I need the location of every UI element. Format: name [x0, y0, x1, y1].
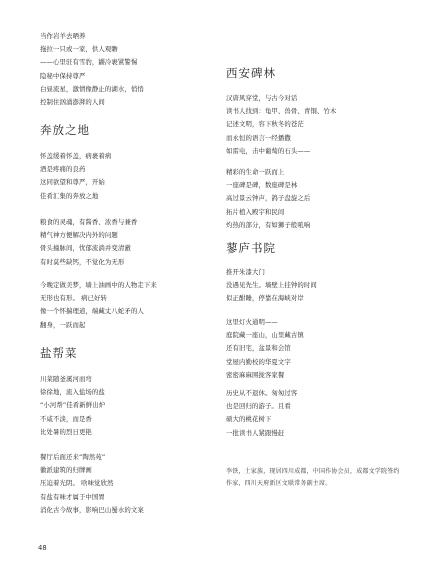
poem-line: 没遇见先生。墙壁上挂钟的时间	[226, 281, 317, 290]
poem-line: 骨头撞脉间，忧郁流淌并变清澈	[40, 244, 131, 253]
poem-line: 堂屋内勤校的华夏文字	[226, 357, 291, 366]
stanza	[40, 373, 105, 439]
poem-line: 有时莫些缺钙，不觉化为无形	[40, 257, 125, 266]
poem-line: 白昼流星，激情像静止的湖水，悄悄	[40, 84, 144, 93]
poem-line: 翻身，一跃而起	[40, 320, 86, 329]
poem-line: 这里灯火通明——	[226, 318, 278, 326]
author-note: 李铁，土家族，现居四川成都，中国作协会员，成都文学院签约作家，四川天府新区文联常务副主席。	[226, 468, 400, 487]
stanza	[226, 316, 304, 382]
poem-title: 奔放之地	[40, 123, 90, 137]
stanza	[40, 451, 144, 517]
poem-line: 还有旧宅，盆景和会馆	[226, 344, 291, 353]
poem-title: 西安碑林	[226, 66, 276, 80]
poem-line: 粮食的灵魂，有酱香、浓香与兼香	[40, 218, 138, 226]
stanza	[40, 279, 157, 332]
poem-line: 如雷电，击中葡萄的石头——	[226, 146, 311, 155]
stanza	[40, 150, 111, 203]
poem-line: 不咸不淡，而是香	[40, 414, 92, 423]
poem-line: 推开朱漆大门	[226, 268, 265, 276]
stanza	[40, 216, 137, 269]
poem-line: 怀盖缓着怀盖，病裹着病	[40, 152, 112, 160]
stanza	[226, 92, 336, 158]
poem-line: 精气神方便解决内外的问题	[40, 231, 118, 240]
stanza	[226, 166, 310, 232]
stanza	[226, 266, 317, 306]
poem-line: 庭院藏一座山，山里藏古镇	[226, 331, 304, 340]
poem-line: ——心里驻有雪豹，鼹冷裹紧警惕	[40, 58, 138, 67]
poem-line: 灼热的部分，有如狮子般吼响	[226, 220, 311, 229]
poem-line: 徐徐地，流入盐场的盐	[40, 388, 105, 397]
poem-line: 徽派建筑的归牌画	[40, 466, 92, 475]
poem-title: 蓼庐书院	[226, 241, 276, 255]
poem-line: 似正酣睡，停靠在海峡对岸	[226, 294, 304, 303]
poem-line: 像一个怀揣理道，端藏丈八蛇矛的人	[40, 307, 144, 316]
poem-line: 酒是疼痛的良药	[40, 165, 86, 174]
poem-line: 今晚定做美梦，墙上油画中的人物走下来	[40, 281, 157, 289]
poem-line: 拖拉一只或一家，供人观瞻	[40, 45, 118, 54]
poem-line: 餐厅后面还来“陶然苑”	[40, 453, 106, 461]
poem-line: 读书人找到：龟甲、兽骨、青铜、竹木	[226, 107, 337, 116]
poem-line: 隐秘中保持尊严	[40, 71, 86, 80]
poem-title: 盐帮菜	[40, 346, 78, 360]
poem-line: “小河帮”佳肴新鲜出炉	[40, 401, 106, 410]
poem-line: 当作岩羊去晒养	[40, 32, 86, 40]
poem-line: 这同欲望和尊严，开始	[40, 178, 105, 187]
poem-line: 密密麻麻围拢客家餐	[226, 370, 285, 379]
poem-line: 消化古今故事，影响巴山蜀水的文案	[40, 505, 144, 514]
poem-line: 一批读书人紧跟慢赶	[226, 428, 285, 437]
poem-line: 高过景云钟声，鸽子盘旋之后	[226, 194, 311, 203]
poem-line: 记述文明，容下秋冬的苍茫	[226, 120, 304, 129]
poem-line: 精彩的生命一跃而上	[226, 168, 285, 176]
poem-line: 拓片植入殿宇和民间	[226, 207, 285, 216]
poem-line: 硕大的桃花树下	[226, 415, 272, 424]
stanza	[226, 387, 297, 440]
poem-line: 历史从不退休。匆匆过客	[226, 389, 298, 397]
poem-line: 佳肴汇集的奔放之地	[40, 191, 99, 200]
poem-line: 控制住汹涌澎湃的人间	[40, 98, 105, 107]
poem-line: 川菜随釜溪河而弯	[40, 375, 92, 383]
poem-line: 无形也有形。 病已好转	[40, 294, 108, 303]
poem-line: 汉唐风穿堂，与古今对话	[226, 94, 298, 102]
poem-line: 比处暑的烈日更艳	[40, 427, 92, 436]
stanza-top	[40, 30, 144, 109]
poem-line: 也是回归的游子。且看	[226, 402, 291, 411]
poem-line: 压迫着光阴。 啥味觉欣然	[40, 479, 114, 488]
page-number: 48	[38, 544, 47, 552]
poem-line: 而永恒的语言一经播撒	[226, 133, 291, 142]
poem-line: 有盐有味才属于中国胃	[40, 492, 105, 501]
poem-line: 一座碑是碑，数座碑是林	[226, 181, 298, 190]
